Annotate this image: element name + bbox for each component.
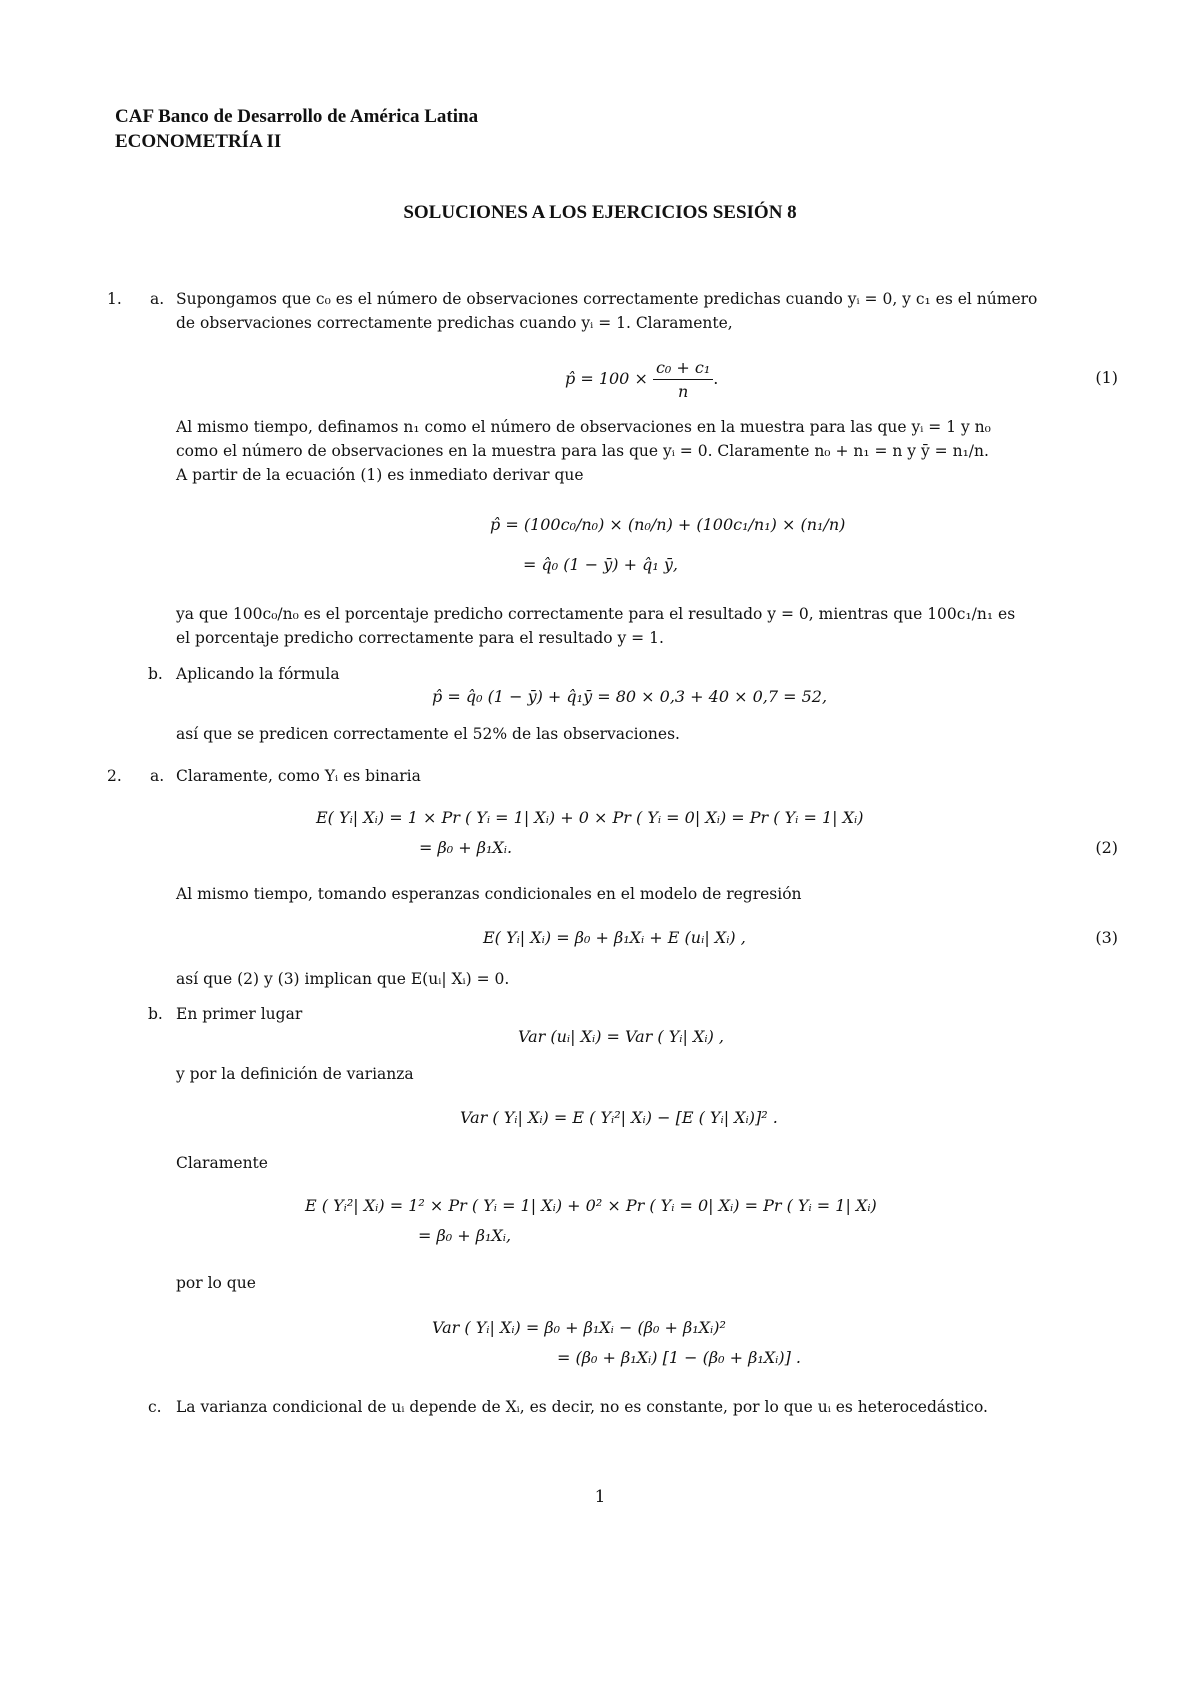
equation-2-line-2: = β₀ + β₁Xᵢ. xyxy=(419,838,513,857)
question-2-number: 2. xyxy=(107,767,122,785)
document-title: SOLUCIONES A LOS EJERCICIOS SESIÓN 8 xyxy=(403,202,797,223)
page-number: 1 xyxy=(594,1487,606,1507)
q1a-paragraph-1-line-1: Supongamos que c₀ es el número de observaciones correctamente predichas cuando yᵢ = 0, y c₁ es el número xyxy=(176,290,1038,308)
q2b-equation-2: Var ( Yᵢ| Xᵢ) = E ( Yᵢ²| Xᵢ) − [E ( Yᵢ| Xᵢ)]² . xyxy=(460,1108,778,1127)
equation-1-numerator: c₀ + c₁ xyxy=(653,358,713,380)
q2a-paragraph-2: Al mismo tiempo, tomando esperanzas condicionales en el modelo de regresión xyxy=(176,885,802,903)
equation-1: p̂ = 100 × $\frac{\text{c₀ + c₁}}{n}$ . xyxy=(565,358,719,401)
q2a-paragraph-1: Claramente, como Yᵢ es binaria xyxy=(176,767,421,785)
q2b-equation-4-line-1: Var ( Yᵢ| Xᵢ) = β₀ + β₁Xᵢ − (β₀ + β₁Xᵢ)² xyxy=(432,1318,726,1337)
q2b-paragraph-4: por lo que xyxy=(176,1274,256,1292)
question-1-number: 1. xyxy=(107,290,122,308)
q1a-paragraph-3-line-1: ya que 100c₀/n₀ es el porcentaje predicho correctamente para el resultado y = 0, mientras que 100c₁/n₁ es xyxy=(176,605,1016,623)
q1b-paragraph-1: Aplicando la fórmula xyxy=(176,665,340,683)
q2a-paragraph-3: así que (2) y (3) implican que E(uᵢ| Xᵢ) = 0. xyxy=(176,970,510,988)
institution-name: CAF Banco de Desarrollo de América Latina xyxy=(115,106,479,127)
q1a-paragraph-2-line-1: Al mismo tiempo, definamos n₁ como el número de observaciones en la muestra para las que yᵢ = 1 y n₀ xyxy=(176,418,991,436)
q2b-equation-1: Var (uᵢ| Xᵢ) = Var ( Yᵢ| Xᵢ) , xyxy=(518,1027,724,1046)
equation-decomposition-line-1: p̂ = (100c₀/n₀) × (n₀/n) + (100c₁/n₁) × (n₁/n) xyxy=(490,515,846,534)
q1a-paragraph-2-line-2: como el número de observaciones en la muestra para las que yᵢ = 0. Claramente n₀ + n₁ = n y ȳ = n₁/n. xyxy=(176,442,989,460)
equation-2-tag: (2) xyxy=(1095,838,1118,857)
q1a-paragraph-1-line-2: de observaciones correctamente predichas cuando yᵢ = 1. Claramente, xyxy=(176,314,733,332)
equation-3: E( Yᵢ| Xᵢ) = β₀ + β₁Xᵢ + E (uᵢ| Xᵢ) , xyxy=(483,928,746,947)
course-name: ECONOMETRÍA II xyxy=(115,131,282,152)
equation-1-lhs: p̂ = 100 × xyxy=(565,369,648,388)
q1a-paragraph-2-line-3: A partir de la ecuación (1) es inmediato derivar que xyxy=(176,466,584,484)
q2b-paragraph-3: Claramente xyxy=(176,1154,268,1172)
q2b-equation-3-line-2: = β₀ + β₁Xᵢ, xyxy=(418,1226,512,1245)
q2b-equation-3-line-1: E ( Yᵢ²| Xᵢ) = 1² × Pr ( Yᵢ = 1| Xᵢ) + 0² × Pr ( Yᵢ = 0| Xᵢ) = Pr ( Yᵢ = 1| Xᵢ) xyxy=(305,1196,877,1215)
q1a-paragraph-3-line-2: el porcentaje predicho correctamente para el resultado y = 1. xyxy=(176,629,664,647)
q2b-paragraph-1: En primer lugar xyxy=(176,1005,303,1023)
question-2b-label: b. xyxy=(148,1005,163,1023)
q2c-paragraph-1: La varianza condicional de uᵢ depende de Xᵢ, es decir, no es constante, por lo que uᵢ es heterocedástico. xyxy=(176,1398,988,1416)
q1b-paragraph-2: así que se predicen correctamente el 52% de las observaciones. xyxy=(176,725,680,743)
question-1b-label: b. xyxy=(148,665,163,683)
question-2c-label: c. xyxy=(148,1398,162,1416)
q2b-equation-4-line-2: = (β₀ + β₁Xᵢ) [1 − (β₀ + β₁Xᵢ)] . xyxy=(557,1348,801,1367)
equation-1-tag: (1) xyxy=(1095,368,1118,387)
equation-1-fraction xyxy=(653,358,713,401)
equation-2-line-1: E( Yᵢ| Xᵢ) = 1 × Pr ( Yᵢ = 1| Xᵢ) + 0 × Pr ( Yᵢ = 0| Xᵢ) = Pr ( Yᵢ = 1| Xᵢ) xyxy=(316,808,864,827)
equation-3-tag: (3) xyxy=(1095,928,1118,947)
equation-1-denominator: n xyxy=(677,382,689,401)
equation-decomposition-line-2: = q̂₀ (1 − ȳ) + q̂₁ ȳ, xyxy=(523,555,678,574)
q2b-paragraph-2: y por la definición de varianza xyxy=(176,1065,414,1083)
question-2a-label: a. xyxy=(150,767,165,785)
question-1a-label: a. xyxy=(150,290,165,308)
q1b-equation: p̂ = q̂₀ (1 − ȳ) + q̂₁ȳ = 80 × 0,3 + 40 × 0,7 = 52, xyxy=(432,687,828,706)
